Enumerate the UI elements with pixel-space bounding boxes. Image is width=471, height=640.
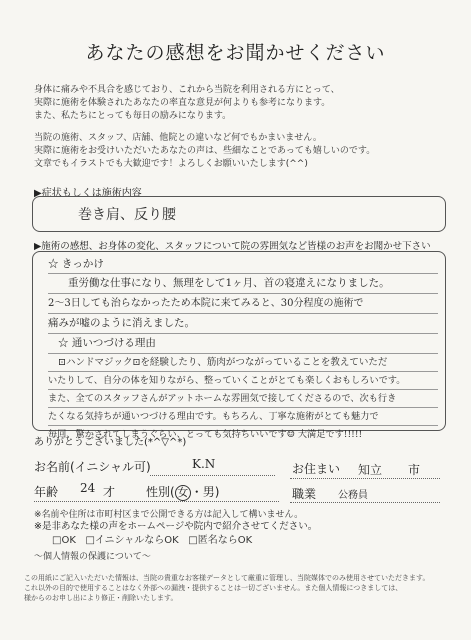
consent-note: ※是非あなた様の声をホームページや院内で紹介させてください。 [34,521,318,532]
gender-label: 性別( [146,485,175,499]
address-value: 知立 [358,463,383,477]
consent-option-ok[interactable]: □OK [52,535,76,546]
intro-line: 実際に施術を体験されたあなたの率直な意見が何よりも参考になります。 [34,98,331,108]
symptom-value: 巻き肩、反り腰 [78,207,176,223]
page-title: あなたの感想をお聞かせください [85,42,386,64]
impression-line: ⊡ハンドマジック⊡を経験したり、筋肉がつながっていることを教えていただ [48,354,438,372]
age-label: 年齢 [34,485,59,499]
job-underline [290,502,440,503]
gender-separator: ・ [190,485,203,499]
address-suffix: 市 [408,463,421,477]
address-label: お住まい [292,462,341,476]
name-label: お名前(イニシャル可) [34,460,151,474]
thanks-text: ありがとうございました(*^▽^*) [34,437,187,448]
impression-line: 毎回、驚かされてしまうぐらい、とっても気持ちいいです☺ 大満足です!!!!! [48,429,363,440]
name-underline [150,475,275,476]
gender-male-option: 男 [202,485,215,499]
impression-line: たくなる気持ちが通いつづける理由です。もちろん、丁寧な施術がとても魅力で [48,408,438,426]
consent-section [34,509,454,563]
consent-option-initial[interactable]: □イニシャルならOK [85,535,179,546]
intro-line: 身体に痛みや不具合を感じており、これから当院を利用される方にとって、 [34,85,340,95]
intro-paragraph [34,84,454,123]
intro-paragraph-2 [34,132,454,171]
job-value: 公務員 [338,490,368,501]
symptom-box [32,196,446,232]
impression-line: 重労働な仕事になり、無理をして1ヶ月、首の寝違えになりました。 [48,274,438,294]
gender-female-option: 女 [175,485,191,501]
impression-line: 痛みが嘘のように消えました。 [48,314,438,334]
impression-line: また、全てのスタッフさんがアットホームな雰囲気で接してくださるので、次も行き [48,390,438,408]
intro2-line: 当院の施術、スタッフ、店舗、他院との違いなど何でもかまいません。 [34,133,322,143]
consent-options [34,535,454,547]
consent-option-anonymous[interactable]: □匿名ならOK [188,535,253,546]
name-value: K.N [192,457,216,471]
privacy-heading: 〜個人情報の保護について〜 [34,552,151,562]
gender-close: ) [214,485,220,499]
age-gender-underline [34,501,279,502]
age-suffix: 才 [103,485,116,499]
privacy-line: これ以外の目的で使用することはなく外部への漏洩・提供することは一切ございません。また個人情報につきましては、 [24,584,403,592]
gender-field [146,483,219,501]
impression-text [48,256,438,443]
impression-heading: ▶施術の感想、お身体の変化、スタッフについて院の雰囲気など皆様のお声をお聞かせ下さい [34,241,431,252]
intro-line: また、私たちにとっても毎日の励みになります。 [34,111,232,121]
address-underline [290,478,440,479]
age-value: 24 [80,481,96,495]
intro2-line: 文章でもイラストでも大歓迎です！よろしくお願いいたします(^^) [34,159,308,169]
impression-line: 2〜3日しても治らなかったため本院に来てみると、30分程度の施術で [48,294,438,314]
job-label: 職業 [292,487,317,501]
privacy-text [24,573,464,603]
intro2-line: 実際に施術をお受けいただいたあなたの声は、些細なことであっても嬉しいのです。 [34,146,376,156]
symptom-heading: ▶症状もしくは施術内容 [34,188,142,199]
privacy-line: この用紙にご記入いただいた情報は、当院の貴重なお客様データとして厳重に管理し、当院媒体でのみ使用させていただきます。 [24,574,430,582]
impression-line: ☆ 通いつづける理由 [48,334,438,354]
impression-line: いたりして、自分の体を知りながら、整っていくことがとても楽しくおもしろいです。 [48,372,438,390]
consent-note: ※名前や住所は市町村区まで公開できる方は記入して構いません。 [34,510,304,520]
privacy-line: 様からのお申し出により修正・削除いたします。 [24,594,178,602]
impression-line: ☆ きっかけ [48,256,438,274]
